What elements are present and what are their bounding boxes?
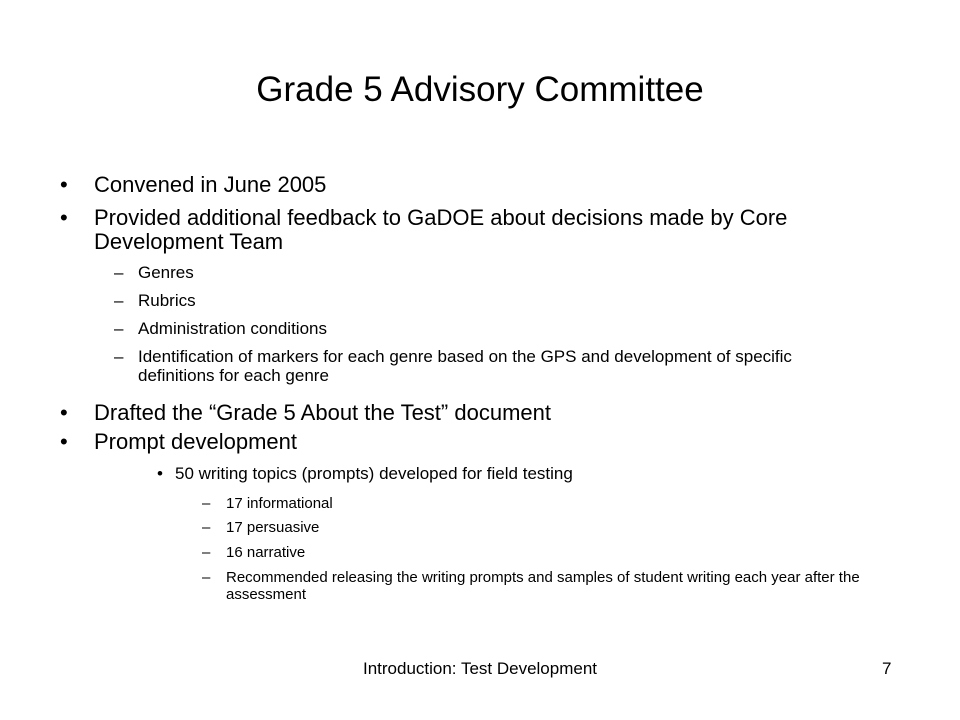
bullet-drafted	[60, 401, 880, 425]
sub-bullet-text: 50 writing topics (prompts) developed for field testing	[175, 464, 573, 483]
bullet-convened	[60, 173, 880, 197]
sub-sub-bullet-text: 17 informational	[226, 495, 333, 512]
dash-marker: –	[202, 519, 211, 536]
dash-marker: –	[114, 263, 124, 282]
sub-sub-bullet-persuasive	[202, 519, 862, 536]
sub-bullet-genres	[114, 263, 814, 282]
bullet-text: Convened in June 2005	[94, 172, 327, 197]
bullet-feedback	[60, 206, 880, 254]
sub-bullet-text: Identification of markers for each genre based on the GPS and development of specific definitions for each genre	[138, 347, 792, 385]
sub-sub-bullet-text: 16 narrative	[226, 544, 306, 561]
sub-sub-bullet-recommended	[202, 569, 872, 603]
slide-title: Grade 5 Advisory Committee	[256, 70, 704, 109]
sub-bullet-markers	[114, 347, 834, 385]
dash-marker: –	[202, 544, 211, 561]
bullet-marker: •	[157, 464, 163, 483]
sub-bullet-text: Administration conditions	[138, 319, 327, 338]
page-number: 7	[882, 659, 892, 678]
dash-marker: –	[114, 291, 124, 310]
sub-bullet-text: Genres	[138, 263, 194, 282]
dash-marker: –	[202, 495, 211, 512]
bullet-text: Drafted the “Grade 5 About the Test” document	[94, 400, 551, 425]
sub-bullet-administration	[114, 319, 814, 338]
bullet-marker: •	[60, 205, 68, 230]
bullet-marker: •	[60, 400, 68, 425]
sub-bullet-writing-topics	[157, 464, 857, 483]
sub-sub-bullet-informational	[202, 495, 862, 512]
sub-sub-bullet-text: 17 persuasive	[226, 519, 320, 536]
bullet-text: Provided additional feedback to GaDOE about decisions made by Core Development Team	[94, 205, 788, 254]
dash-marker: –	[114, 347, 124, 366]
dash-marker: –	[202, 569, 211, 586]
sub-bullet-text: Rubrics	[138, 291, 196, 310]
bullet-marker: •	[60, 429, 68, 454]
sub-sub-bullet-text: Recommended releasing the writing prompts and samples of student writing each year after the assessment	[226, 569, 860, 603]
bullet-text: Prompt development	[94, 429, 297, 454]
dash-marker: –	[114, 319, 124, 338]
slide-footer: Introduction: Test Development	[362, 659, 598, 678]
sub-sub-bullet-narrative	[202, 544, 862, 561]
sub-bullet-rubrics	[114, 291, 814, 310]
bullet-prompt-development	[60, 430, 880, 454]
bullet-marker: •	[60, 172, 68, 197]
